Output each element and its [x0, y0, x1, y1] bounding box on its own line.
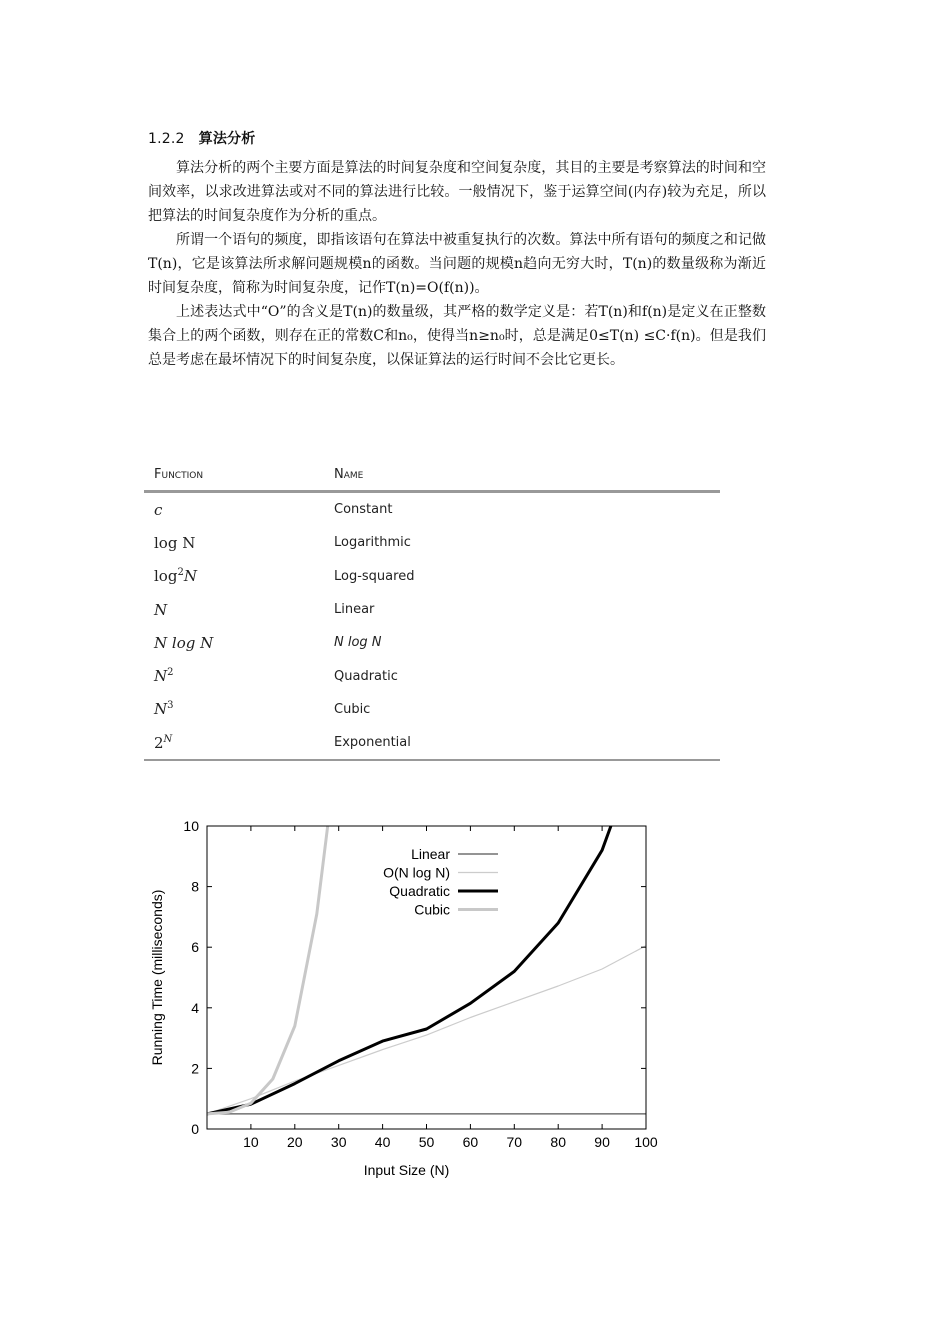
x-tick-label: 100 [634, 1134, 658, 1150]
x-tick-label: 70 [506, 1134, 523, 1150]
function-cell [144, 659, 324, 692]
series-line-3 [207, 826, 328, 1114]
x-tick-label: 20 [287, 1134, 303, 1150]
function-exponent: 2 [177, 567, 184, 579]
body-text [148, 156, 766, 372]
function-base: 2 [154, 733, 164, 752]
name-cell: Cubic [334, 701, 371, 717]
name-cell: Log-squared [334, 568, 415, 584]
function-exponent: 3 [167, 700, 174, 712]
x-tick-label: 80 [550, 1134, 566, 1150]
table-row [144, 726, 720, 760]
paragraph: 算法分析的两个主要方面是算法的时间复杂度和空间复杂度，其目的主要是考察算法的时间和空间效率，以求改进算法或对不同的算法进行比较。一般情况下，鉴于运算空间(内存)较为充足，所以把算法的时间复杂度作为分析的重点。 [148, 160, 766, 224]
section-title: 算法分析 [198, 131, 256, 147]
y-tick-label: 2 [191, 1060, 199, 1077]
x-tick-label: 40 [374, 1134, 391, 1150]
function-cell [144, 593, 324, 626]
legend-label: Linear [411, 846, 450, 862]
table-row [144, 659, 720, 692]
x-tick-label: 50 [418, 1134, 435, 1150]
table-row [144, 526, 720, 559]
y-tick-label: 4 [191, 999, 199, 1016]
function-cell [144, 526, 324, 559]
y-tick-label: 10 [183, 818, 199, 834]
table-row [144, 693, 720, 726]
function-base: N [154, 600, 168, 619]
name-cell: Quadratic [334, 668, 398, 684]
function-table [144, 458, 720, 761]
table-row [144, 626, 720, 659]
name-cell: Constant [334, 502, 393, 518]
name-cell: Exponential [324, 726, 720, 760]
function-base: N [154, 667, 168, 686]
x-axis-label: Input Size (N) [363, 1162, 450, 1178]
header-function: Function [144, 458, 324, 492]
paragraph: 上述表达式中“O”的含义是T(n)的数量级，其严格的数学定义是：若T(n)和f(n)是定义在正整数集合上的两个函数，则存在正的常数C和n₀，使得当n≥n₀时，总是满足0≤T(n) ≤C·f(n)。但是我们总是考虑在最坏情况下的时间复杂度，以保证算法的运行时间不会比它更长。 [148, 304, 766, 368]
y-tick-label: 0 [191, 1121, 199, 1137]
legend-label: Cubic [414, 901, 450, 918]
x-tick-label: 10 [243, 1134, 259, 1150]
function-cell [144, 626, 324, 659]
legend-label: Quadratic [389, 883, 450, 899]
function-exponent: 2 [167, 667, 174, 679]
table-row [144, 492, 720, 527]
table-body [144, 492, 720, 761]
y-tick-label: 6 [191, 939, 199, 956]
table-row [144, 593, 720, 626]
name-cell: Linear [334, 602, 375, 618]
name-cell: Logarithmic [334, 535, 411, 551]
legend-label: O(N log N) [383, 864, 450, 881]
section-heading [148, 128, 255, 148]
paragraph: 所谓一个语句的频度，即指该语句在算法中被重复执行的次数。算法中所有语句的频度之和记做T(n)，它是该算法所求解问题规模n的函数。当问题的规模n趋向无穷大时，T(n)的数量级称为渐近时间复杂度，简称为时间复杂度，记作T(n)=O(f(n))。 [148, 232, 766, 296]
y-axis-label: Running Time (milliseconds) [149, 889, 165, 1066]
function-base: N [154, 700, 168, 719]
table-row [144, 560, 720, 593]
function-tail: N [183, 567, 197, 586]
section-number: 1.2.2 [148, 131, 185, 147]
y-tick-label: 8 [191, 878, 199, 895]
function-base: c [154, 500, 163, 519]
function-cell [144, 726, 324, 760]
function-cell [144, 693, 324, 726]
function-exponent: N [163, 733, 173, 745]
function-base: N log N [154, 633, 214, 652]
x-tick-label: 30 [330, 1134, 347, 1150]
running-time-chart [140, 810, 680, 1190]
function-cell [144, 492, 324, 527]
function-base: log N [154, 533, 196, 552]
header-name: Name [324, 458, 720, 492]
function-base: log [154, 567, 178, 586]
name-cell: N log N [334, 635, 382, 651]
table-header-row [144, 458, 720, 492]
function-cell [144, 560, 324, 593]
x-tick-label: 60 [462, 1134, 479, 1150]
x-tick-label: 90 [594, 1134, 610, 1150]
